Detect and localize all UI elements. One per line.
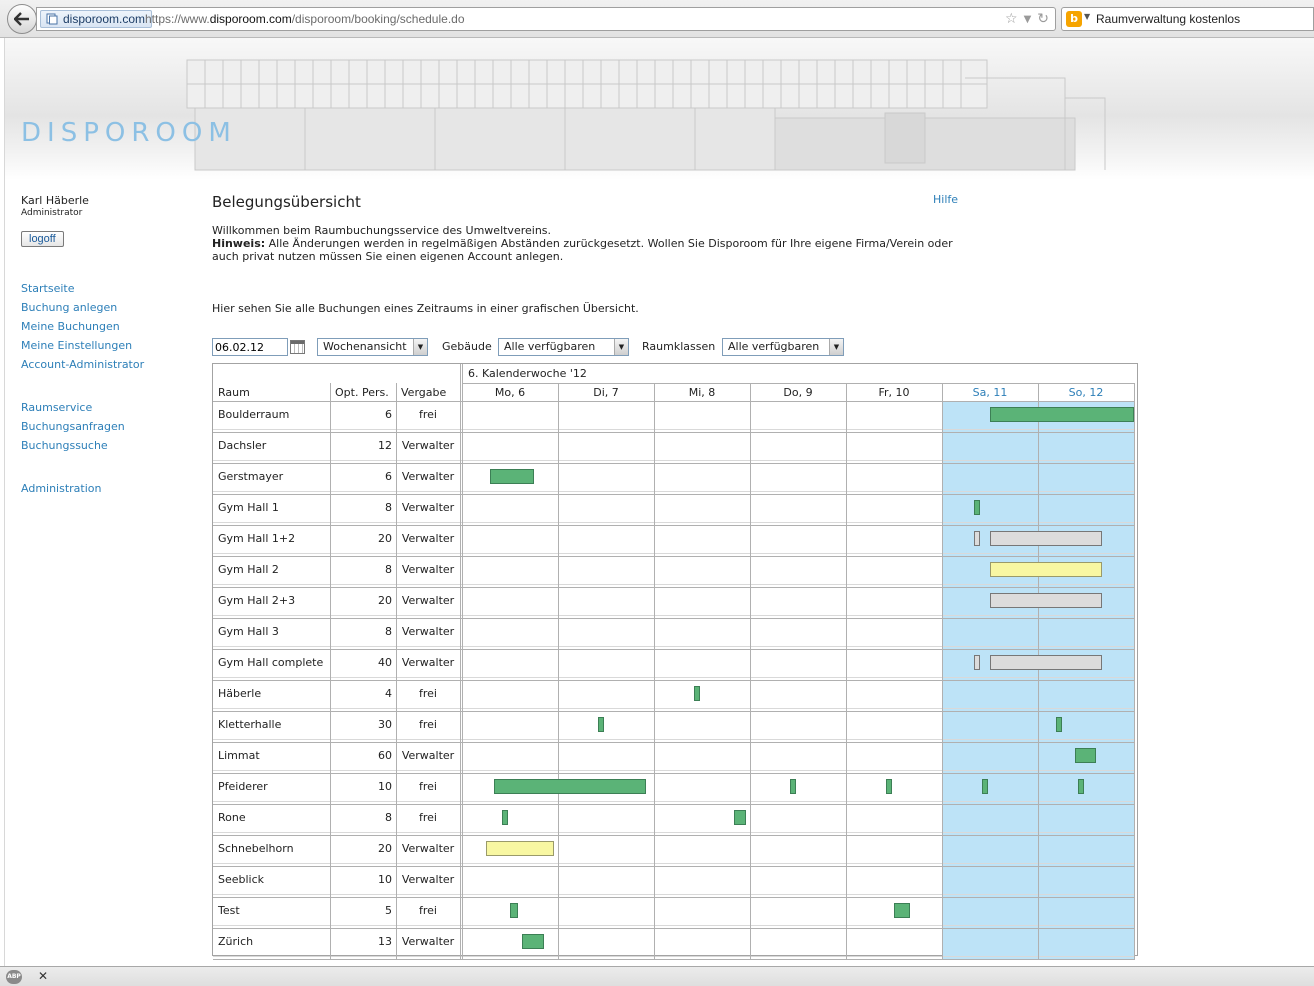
row-divider <box>213 897 1134 898</box>
room-assign: Verwalter <box>401 749 455 762</box>
room-name[interactable]: Gym Hall complete <box>218 656 324 669</box>
booking-bar[interactable] <box>486 841 554 856</box>
row-divider <box>213 680 1134 681</box>
booking-bar[interactable] <box>990 531 1102 546</box>
close-icon[interactable]: ✕ <box>38 969 49 983</box>
status-bar <box>0 966 1314 986</box>
row-gap-line <box>213 708 1134 709</box>
room-assign: Verwalter <box>401 439 455 452</box>
room-persons: 20 <box>378 842 392 855</box>
url-prefix: https://www. <box>145 12 210 26</box>
building-select[interactable] <box>498 338 629 356</box>
week-label: 6. Kalenderwoche '12 <box>468 367 587 380</box>
back-arrow-icon <box>14 12 30 26</box>
room-persons: 10 <box>378 873 392 886</box>
row-divider <box>213 463 1134 464</box>
column-header-persons: Opt. Pers. <box>335 386 389 399</box>
row-gap-line <box>213 832 1134 833</box>
row-gap-line <box>213 522 1134 523</box>
booking-bar[interactable] <box>510 903 518 918</box>
view-select-arrow-icon[interactable]: ▼ <box>413 339 427 355</box>
reload-icon[interactable]: ↻ <box>1037 11 1049 27</box>
column-header-room: Raum <box>218 386 250 399</box>
booking-bar[interactable] <box>974 500 981 515</box>
row-divider <box>213 835 1134 836</box>
nav-group-main <box>21 279 144 374</box>
booking-bar[interactable] <box>790 779 796 794</box>
nav-group-service <box>21 398 125 455</box>
day-divider <box>846 383 847 960</box>
welcome-text: Willkommen beim Raumbuchungsservice des Umweltvereins. <box>212 224 552 237</box>
nav-link-startseite[interactable]: Startseite <box>21 282 75 295</box>
weekend-column <box>942 402 1038 960</box>
room-name[interactable]: Pfeiderer <box>218 780 268 793</box>
browser-toolbar <box>0 0 1314 38</box>
search-engine-icon[interactable]: b <box>1066 11 1082 27</box>
booking-bar[interactable] <box>1056 717 1062 732</box>
roomclass-select[interactable] <box>722 338 844 356</box>
booking-bar[interactable] <box>990 593 1102 608</box>
weekend-column <box>1038 402 1134 960</box>
search-input[interactable]: Raumverwaltung kostenlos <box>1096 12 1241 26</box>
row-gap-line <box>213 863 1134 864</box>
room-assign: frei <box>419 408 437 421</box>
booking-bar[interactable] <box>734 810 747 825</box>
row-gap-line <box>213 646 1134 647</box>
room-name[interactable]: Gym Hall 1+2 <box>218 532 296 545</box>
row-divider <box>213 649 1134 650</box>
note-body: Alle Änderungen werden in regelmäßigen Abständen zurückgesetzt. Wollen Sie Disporoom für Ihre eigene Firma/Verein oder auch privat nutzen müssen Sie einen eigenen Account anlegen. <box>212 237 953 263</box>
day-divider <box>654 383 655 960</box>
booking-bar[interactable] <box>694 686 700 701</box>
room-assign: Verwalter <box>401 594 455 607</box>
row-divider <box>213 928 1134 929</box>
search-bar[interactable] <box>1061 7 1314 31</box>
row-divider <box>213 742 1134 743</box>
room-assign: frei <box>419 904 437 917</box>
site-identity-badge[interactable] <box>40 10 152 28</box>
room-assign: Verwalter <box>401 873 455 886</box>
column-divider <box>462 364 463 960</box>
row-gap-line <box>213 770 1134 771</box>
page-content <box>4 38 1314 966</box>
room-name[interactable]: Schnebelhorn <box>218 842 294 855</box>
note-text <box>212 237 972 263</box>
url-text[interactable] <box>145 12 465 26</box>
room-persons: 10 <box>378 780 392 793</box>
header-divider <box>462 383 1134 384</box>
row-divider <box>213 494 1134 495</box>
row-gap-line <box>213 429 1134 430</box>
row-divider <box>213 525 1134 526</box>
row-divider <box>213 866 1134 867</box>
row-gap-line <box>213 491 1134 492</box>
booking-bar[interactable] <box>974 655 981 670</box>
booking-bar[interactable] <box>982 779 988 794</box>
header-banner <box>5 38 1314 180</box>
intro-text <box>212 224 972 263</box>
view-select-value: Wochenansicht <box>323 340 407 353</box>
building-label: Gebäude <box>442 340 492 353</box>
room-persons: 13 <box>378 935 392 948</box>
room-assign: Verwalter <box>401 563 455 576</box>
site-badge-text: disporoom.com <box>63 12 146 26</box>
help-link[interactable]: Hilfe <box>933 193 959 206</box>
row-divider <box>213 401 1134 402</box>
room-name[interactable]: Gym Hall 3 <box>218 625 279 638</box>
nav-link-buchungsanfragen[interactable]: Buchungsanfragen <box>21 420 125 433</box>
room-persons: 60 <box>378 749 392 762</box>
adblock-icon[interactable]: ABP <box>6 970 22 984</box>
room-name[interactable]: Limmat <box>218 749 260 762</box>
room-name[interactable]: Kletterhalle <box>218 718 282 731</box>
room-assign: frei <box>419 811 437 824</box>
booking-bar[interactable] <box>990 562 1102 577</box>
room-name[interactable]: Boulderraum <box>218 408 290 421</box>
building-select-arrow-icon[interactable]: ▼ <box>614 339 628 355</box>
row-divider <box>213 618 1134 619</box>
room-name[interactable]: Zürich <box>218 935 254 948</box>
booking-bar[interactable] <box>598 717 604 732</box>
nav-link-meine-buchungen[interactable]: Meine Buchungen <box>21 320 120 333</box>
day-divider <box>1134 383 1135 960</box>
room-persons: 6 <box>385 408 392 421</box>
booking-bar[interactable] <box>974 531 981 546</box>
row-divider <box>213 556 1134 557</box>
room-persons: 30 <box>378 718 392 731</box>
row-gap-line <box>213 739 1134 740</box>
booking-bar[interactable] <box>990 655 1102 670</box>
room-name[interactable]: Gym Hall 2 <box>218 563 279 576</box>
page-title: Belegungsübersicht <box>212 193 361 211</box>
room-persons: 8 <box>385 811 392 824</box>
room-persons: 8 <box>385 563 392 576</box>
column-divider <box>460 364 461 960</box>
room-assign: Verwalter <box>401 935 455 948</box>
row-gap-line <box>213 553 1134 554</box>
room-persons: 40 <box>378 656 392 669</box>
room-assign: frei <box>419 780 437 793</box>
booking-bar[interactable] <box>522 934 544 949</box>
room-persons: 12 <box>378 439 392 452</box>
room-name[interactable]: Rone <box>218 811 246 824</box>
row-gap-line <box>213 801 1134 802</box>
note-label: Hinweis: <box>212 237 266 250</box>
row-divider <box>213 773 1134 774</box>
room-assign: Verwalter <box>401 501 455 514</box>
room-name[interactable]: Gerstmayer <box>218 470 284 483</box>
search-engine-dropdown-icon[interactable]: ▼ <box>1084 12 1091 21</box>
schedule-grid <box>212 363 1138 956</box>
nav-link-account-administrator[interactable]: Account-Administrator <box>21 358 145 371</box>
room-persons: 6 <box>385 470 392 483</box>
address-bar[interactable] <box>36 7 1056 31</box>
room-assign: frei <box>419 718 437 731</box>
nav-link-meine-einstellungen[interactable]: Meine Einstellungen <box>21 339 133 352</box>
room-assign: frei <box>419 687 437 700</box>
booking-bar[interactable] <box>894 903 910 918</box>
day-header: Fr, 10 <box>878 386 910 399</box>
day-header: Sa, 11 <box>972 386 1008 399</box>
roomclass-select-arrow-icon[interactable]: ▼ <box>829 339 843 355</box>
building-select-value: Alle verfügbaren <box>504 340 596 353</box>
disporoom-logo[interactable]: DISPOROOM <box>21 118 237 148</box>
row-divider <box>213 432 1134 433</box>
room-assign: Verwalter <box>401 625 455 638</box>
building-illustration <box>5 38 1314 180</box>
user-role: Administrator <box>21 208 83 218</box>
row-gap-line <box>213 956 1134 957</box>
room-persons: 4 <box>385 687 392 700</box>
room-name[interactable]: Gym Hall 1 <box>218 501 279 514</box>
back-button[interactable] <box>7 4 37 34</box>
row-gap-line <box>213 460 1134 461</box>
room-name[interactable]: Seeblick <box>218 873 265 886</box>
day-header: Di, 7 <box>593 386 619 399</box>
room-name[interactable]: Häberle <box>218 687 262 700</box>
room-persons: 8 <box>385 625 392 638</box>
nav-link-raumservice[interactable]: Raumservice <box>21 401 93 414</box>
booking-bar[interactable] <box>502 810 508 825</box>
room-assign: Verwalter <box>401 842 455 855</box>
booking-bar[interactable] <box>490 469 534 484</box>
nav-group-admin <box>21 479 102 498</box>
row-gap-line <box>213 584 1134 585</box>
row-gap-line <box>213 615 1134 616</box>
row-gap-line <box>213 677 1134 678</box>
booking-bar[interactable] <box>1078 779 1084 794</box>
row-gap-line <box>213 894 1134 895</box>
room-persons: 5 <box>385 904 392 917</box>
nav-link-administration[interactable]: Administration <box>21 482 102 495</box>
row-divider <box>213 587 1134 588</box>
day-header: Mo, 6 <box>494 386 526 399</box>
column-header-assign: Vergabe <box>401 386 447 399</box>
booking-bar[interactable] <box>494 779 647 794</box>
room-persons: 20 <box>378 532 392 545</box>
day-divider <box>750 383 751 960</box>
room-assign: Verwalter <box>401 470 455 483</box>
day-divider <box>558 383 559 960</box>
room-name[interactable]: Gym Hall 2+3 <box>218 594 296 607</box>
room-persons: 8 <box>385 501 392 514</box>
booking-bar[interactable] <box>1075 748 1095 763</box>
roomclass-label: Raumklassen <box>642 340 716 353</box>
booking-bar[interactable] <box>990 407 1134 422</box>
date-input[interactable] <box>212 338 288 356</box>
site-page-icon <box>46 13 58 25</box>
row-divider <box>213 804 1134 805</box>
user-name: Karl Häberle <box>21 194 89 207</box>
url-domain: disporoom.com <box>209 12 292 26</box>
room-name[interactable]: Test <box>218 904 240 917</box>
bookmark-star-icon[interactable]: ☆ <box>1005 11 1018 27</box>
room-name[interactable]: Dachsler <box>218 439 267 452</box>
calendar-icon[interactable] <box>290 340 305 354</box>
roomclass-select-value: Alle verfügbaren <box>728 340 820 353</box>
url-path: /disporoom/booking/schedule.do <box>291 12 465 26</box>
room-persons: 20 <box>378 594 392 607</box>
day-header: Do, 9 <box>783 386 813 399</box>
logoff-button[interactable]: logoff <box>21 231 64 247</box>
room-assign: Verwalter <box>401 532 455 545</box>
nav-link-buchung-anlegen[interactable]: Buchung anlegen <box>21 301 118 314</box>
dropdown-arrow-icon[interactable]: ▼ <box>1023 14 1032 25</box>
day-header: Mi, 8 <box>688 386 716 399</box>
nav-link-buchungssuche[interactable]: Buchungssuche <box>21 439 108 452</box>
schedule-description: Hier sehen Sie alle Buchungen eines Zeitraums in einer grafischen Übersicht. <box>212 302 639 315</box>
booking-bar[interactable] <box>886 779 892 794</box>
day-divider <box>1038 383 1039 960</box>
row-gap-line <box>213 925 1134 926</box>
day-divider <box>942 383 943 960</box>
row-divider <box>213 711 1134 712</box>
room-assign: Verwalter <box>401 656 455 669</box>
view-select[interactable] <box>317 338 428 356</box>
row-divider <box>213 959 1134 960</box>
day-header: So, 12 <box>1068 386 1104 399</box>
